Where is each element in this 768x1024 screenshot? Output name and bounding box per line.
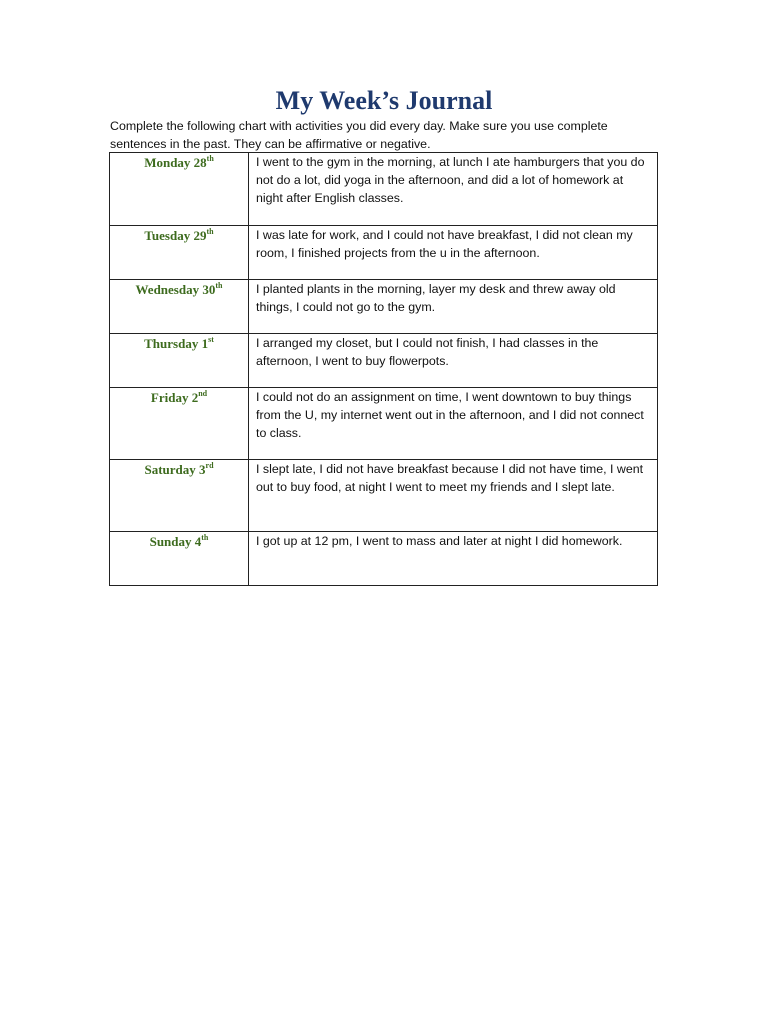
activity-text: I slept late, I did not have breakfast because I did not have time, I went out to buy food, at night I went to meet my friends and I slept late. (256, 462, 644, 494)
activity-cell (249, 388, 658, 460)
activity-text: I planted plants in the morning, layer my desk and threw away old things, I could not go to the gym. (256, 282, 616, 314)
page-title: My Week’s Journal (275, 86, 493, 115)
day-ordinal-suffix: nd (198, 389, 208, 398)
day-cell (110, 388, 249, 460)
day-ordinal-suffix: th (206, 154, 214, 163)
day-label: Thursday 1 (144, 336, 209, 351)
day-cell (110, 460, 249, 532)
day-ordinal-suffix: th (201, 533, 209, 542)
table-row (110, 153, 658, 226)
activity-cell (249, 460, 658, 532)
journal-table (109, 152, 658, 586)
day-ordinal-suffix: th (206, 227, 214, 236)
day-cell (110, 334, 249, 388)
table-row (110, 460, 658, 532)
day-ordinal-suffix: st (208, 335, 214, 344)
activity-cell (249, 280, 658, 334)
table-row (110, 532, 658, 586)
activity-text: I was late for work, and I could not have breakfast, I did not clean my room, I finished projects from the u in the afternoon. (256, 228, 633, 260)
day-cell (110, 280, 249, 334)
day-cell (110, 532, 249, 586)
instructions-text: Complete the following chart with activities you did every day. Make sure you use complete sentences in the past. They can be affirmative or negative. (110, 119, 608, 151)
table-row (110, 226, 658, 280)
day-label: Sunday 4 (149, 534, 202, 549)
day-label: Friday 2 (150, 390, 199, 405)
activity-text: I could not do an assignment on time, I went downtown to buy things from the U, my internet went out in the afternoon, and I did not connect to class. (256, 390, 644, 440)
day-label: Saturday 3 (144, 462, 206, 477)
day-ordinal-suffix: rd (205, 461, 214, 470)
day-cell (110, 153, 249, 226)
activity-cell (249, 334, 658, 388)
table-row (110, 388, 658, 460)
table-row (110, 334, 658, 388)
activity-cell (249, 532, 658, 586)
day-label: Monday 28 (144, 155, 207, 170)
table-row (110, 280, 658, 334)
activity-text: I arranged my closet, but I could not finish, I had classes in the afternoon, I went to buy flowerpots. (256, 336, 599, 368)
activity-text: I got up at 12 pm, I went to mass and later at night I did homework. (256, 534, 623, 548)
activity-text: I went to the gym in the morning, at lunch I ate hamburgers that you do not do a lot, did yoga in the afternoon, and did a lot of homework at night after English classes. (256, 155, 645, 205)
activity-cell (249, 226, 658, 280)
day-label: Wednesday 30 (135, 282, 216, 297)
day-ordinal-suffix: th (215, 281, 223, 290)
day-label: Tuesday 29 (144, 228, 207, 243)
day-cell (110, 226, 249, 280)
activity-cell (249, 153, 658, 226)
